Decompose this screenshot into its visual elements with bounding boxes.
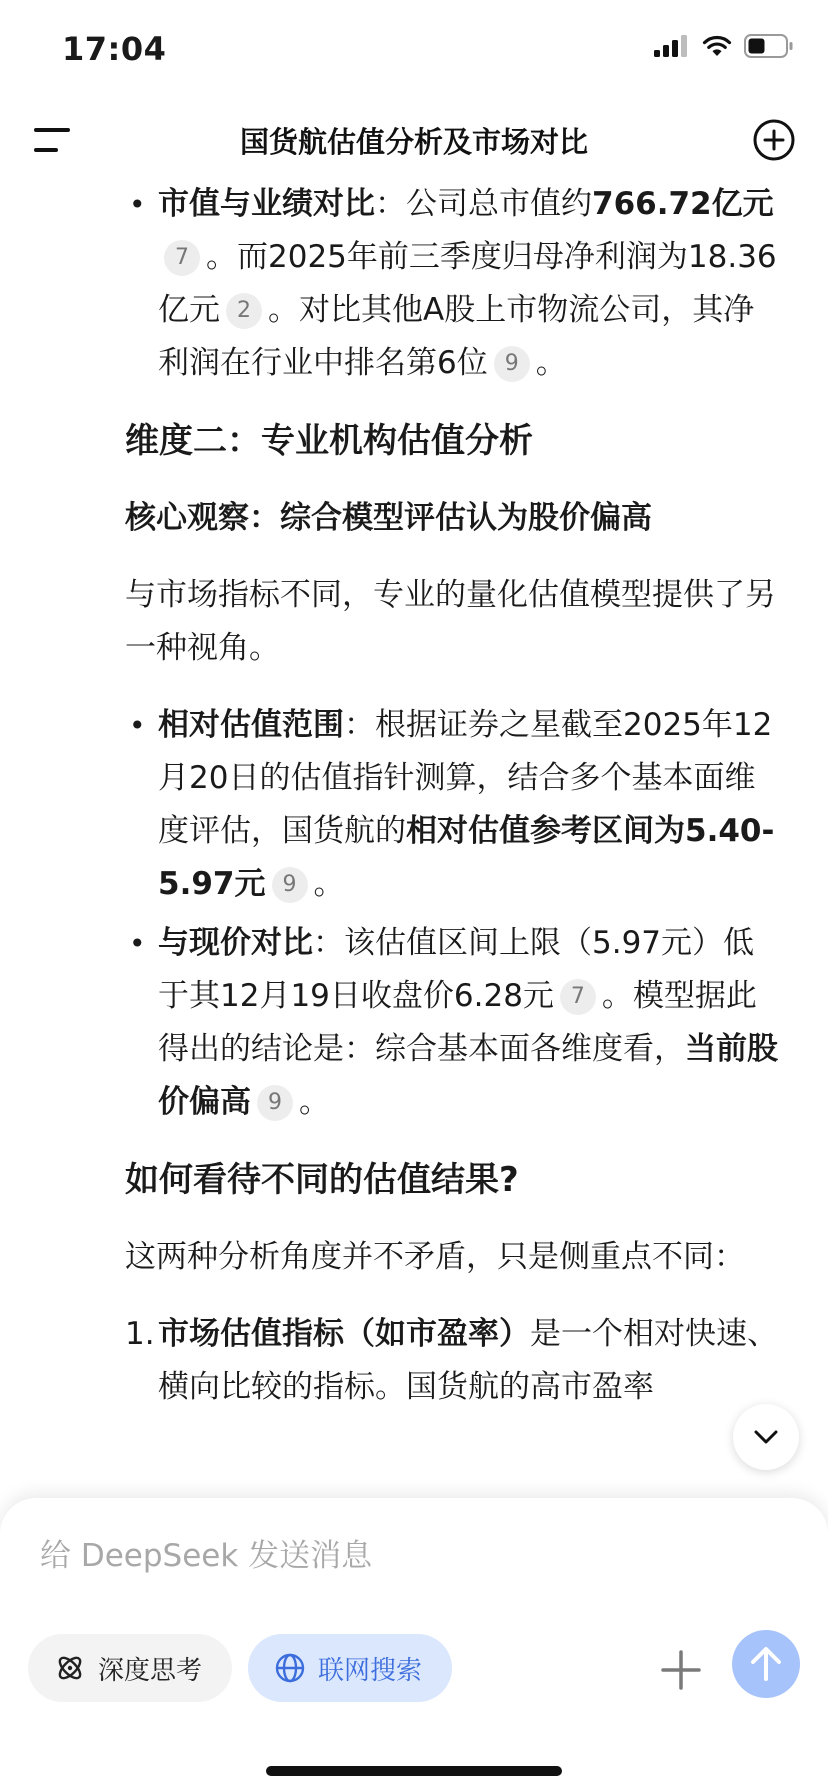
bullet-text: 。 [535,345,567,381]
citation-badge[interactable]: 9 [272,867,308,903]
chat-header [0,108,828,172]
chevron-down-icon [753,1429,779,1445]
bullet-label: 与现价对比 [158,925,313,961]
scroll-to-bottom-button[interactable] [733,1404,799,1470]
list-item-valuation-range [125,699,785,911]
globe-icon [274,1652,306,1684]
status-bar [0,0,828,100]
core-observation: 核心观察：综合模型评估认为股价偏高 [125,500,652,536]
deep-think-toggle[interactable] [28,1634,232,1702]
conclusion: 当前股价偏高 [158,1031,778,1120]
citation-badge[interactable]: 9 [494,346,530,382]
list-item-text: 是一个相对快速、横向比较的指标。国货航的高市盈率 [158,1316,778,1405]
list-number: 1. [125,1316,155,1352]
citation-badge[interactable]: 7 [560,979,596,1015]
home-indicator [266,1766,562,1776]
assistant-message [125,178,785,1490]
bullet-text: 。 [313,866,345,902]
status-time: 17:04 [62,30,167,68]
new-chat-button[interactable] [752,118,796,162]
web-search-label: 联网搜索 [318,1655,423,1686]
market-cap-value: 766.72亿元 [592,186,774,222]
section-heading: 维度二：专业机构估值分析 [125,421,533,461]
paragraph: 这两种分析角度并不矛盾，只是侧重点不同： [125,1239,745,1275]
deep-think-label: 深度思考 [98,1655,203,1686]
menu-button[interactable] [32,122,74,158]
arrow-up-icon [749,1646,783,1682]
wifi-icon [702,35,732,57]
bullet-text: 。 [299,1084,330,1120]
cellular-signal-icon [654,35,690,57]
list-item-price-comparison [125,917,785,1129]
send-button[interactable] [732,1630,800,1698]
list-item-label: 市场估值指标（如市盈率） [158,1316,530,1352]
deep-think-icon [54,1652,86,1684]
net-profit-value: 18.36亿元 [158,239,777,328]
bullet-text: 该估值区间上限（5.97元）低于其12月19日收盘价6.28元 [158,925,755,1014]
valuation-range: 相对估值参考区间为5.40-5.97元 [158,813,775,902]
section-heading: 如何看待不同的估值结果? [125,1160,519,1200]
numbered-list-item [125,1308,785,1414]
bullet-label: 市值与业绩对比 [158,186,375,222]
bullet-text: 根据证券之星截至2025年12月20日的估值指针测算，结合多个基本面维度评估，国货航的 [158,707,773,849]
message-input[interactable] [40,1538,660,1574]
bullet-label: 相对估值范围 [158,707,344,743]
attach-button[interactable] [657,1646,705,1694]
list-item-market-cap [125,178,785,390]
citation-badge[interactable]: 9 [257,1085,293,1121]
bullet-separator: ： [375,186,406,222]
paragraph: 与市场指标不同，专业的量化估值模型提供了另一种视角。 [125,577,776,666]
message-composer [0,1498,828,1792]
menu-icon [32,122,74,158]
bullet-text: 。而2025年前三季度归母净利润为 [206,239,688,275]
bullet-text: 。模型据此得出的结论是：综合基本面各维度看， [158,978,757,1067]
bullet-text: 公司总市值约 [406,186,592,222]
plus-icon [657,1646,705,1694]
new-chat-icon [752,118,796,162]
web-search-toggle[interactable] [248,1634,452,1702]
citation-badge[interactable]: 2 [226,293,262,329]
bullet-separator: ： [313,925,344,961]
battery-icon [744,34,794,58]
bullet-text: 。对比其他A股上市物流公司，其净利润在行业中排名第6位 [158,292,755,381]
bullet-separator: ： [344,707,375,743]
status-icons [654,34,794,58]
page-title: 国货航估值分析及市场对比 [239,125,588,159]
citation-badge[interactable]: 7 [164,240,200,276]
